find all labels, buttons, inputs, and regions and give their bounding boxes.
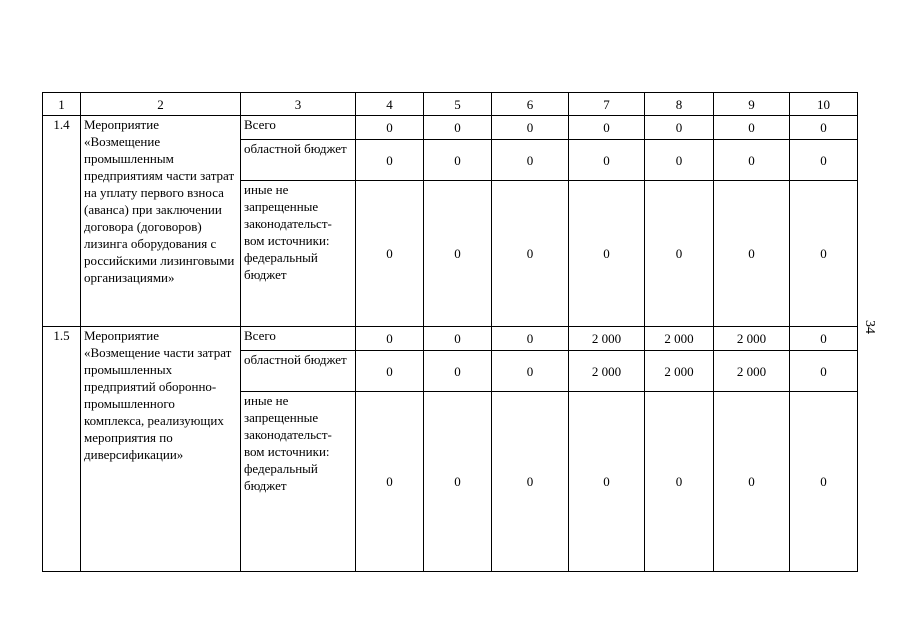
value-cell: 0 — [424, 327, 492, 351]
header-cell: 3 — [241, 93, 356, 116]
header-cell: 9 — [714, 93, 790, 116]
value-cell: 0 — [714, 181, 790, 327]
header-cell: 1 — [43, 93, 81, 116]
funding-source: областной бюджет — [241, 351, 356, 392]
value-cell: 0 — [356, 116, 424, 140]
value-cell: 0 — [714, 140, 790, 181]
funding-source: иные не запрещенные законодательст-вом источники: федеральный бюджет — [241, 181, 356, 327]
funding-source: Всего — [241, 116, 356, 140]
value-cell: 0 — [790, 181, 858, 327]
value-cell: 0 — [424, 116, 492, 140]
table-row — [43, 327, 858, 351]
value-cell: 0 — [714, 116, 790, 140]
value-cell: 0 — [424, 392, 492, 572]
page-number: 34 — [862, 320, 877, 334]
value-cell: 0 — [714, 392, 790, 572]
value-cell: 0 — [569, 116, 645, 140]
value-cell: 2 000 — [714, 327, 790, 351]
value-cell: 0 — [424, 140, 492, 181]
program-table — [42, 92, 858, 572]
value-cell: 0 — [790, 392, 858, 572]
funding-source: областной бюджет — [241, 140, 356, 181]
item-number: 1.5 — [43, 327, 81, 572]
funding-source: Всего — [241, 327, 356, 351]
header-row — [43, 93, 858, 116]
value-cell: 0 — [424, 181, 492, 327]
value-cell: 2 000 — [714, 351, 790, 392]
value-cell: 0 — [569, 181, 645, 327]
value-cell: 2 000 — [569, 327, 645, 351]
header-cell: 7 — [569, 93, 645, 116]
value-cell: 0 — [790, 116, 858, 140]
item-number: 1.4 — [43, 116, 81, 327]
item-name: Мероприятие «Возмещение части затрат промышленных предприятий оборонно-промышленного комплекса, реализующих мероприятия по диверсификации» — [81, 327, 241, 572]
value-cell: 2 000 — [569, 351, 645, 392]
value-cell: 0 — [492, 392, 569, 572]
value-cell: 0 — [645, 181, 714, 327]
item-name: Мероприятие «Возмещение промышленным предприятиям части затрат на уплату первого взноса (аванса) при заключении договора (договоров) лизинга оборудования с российскими лизинговыми организациями» — [81, 116, 241, 327]
value-cell: 0 — [790, 351, 858, 392]
header-cell: 5 — [424, 93, 492, 116]
value-cell: 0 — [645, 140, 714, 181]
value-cell: 0 — [356, 140, 424, 181]
value-cell: 0 — [492, 116, 569, 140]
header-cell: 4 — [356, 93, 424, 116]
value-cell: 0 — [492, 140, 569, 181]
value-cell: 0 — [790, 140, 858, 181]
table-row — [43, 116, 858, 140]
value-cell: 0 — [356, 181, 424, 327]
value-cell: 0 — [569, 140, 645, 181]
value-cell: 0 — [645, 392, 714, 572]
header-cell: 8 — [645, 93, 714, 116]
value-cell: 0 — [356, 327, 424, 351]
value-cell: 0 — [645, 116, 714, 140]
value-cell: 0 — [492, 351, 569, 392]
value-cell: 2 000 — [645, 327, 714, 351]
value-cell: 0 — [356, 392, 424, 572]
value-cell: 0 — [492, 181, 569, 327]
value-cell: 0 — [356, 351, 424, 392]
value-cell: 0 — [790, 327, 858, 351]
header-cell: 10 — [790, 93, 858, 116]
value-cell: 0 — [569, 392, 645, 572]
funding-source: иные не запрещенные законодательст-вом источники: федеральный бюджет — [241, 392, 356, 572]
value-cell: 0 — [424, 351, 492, 392]
value-cell: 0 — [492, 327, 569, 351]
header-cell: 6 — [492, 93, 569, 116]
value-cell: 2 000 — [645, 351, 714, 392]
header-cell: 2 — [81, 93, 241, 116]
